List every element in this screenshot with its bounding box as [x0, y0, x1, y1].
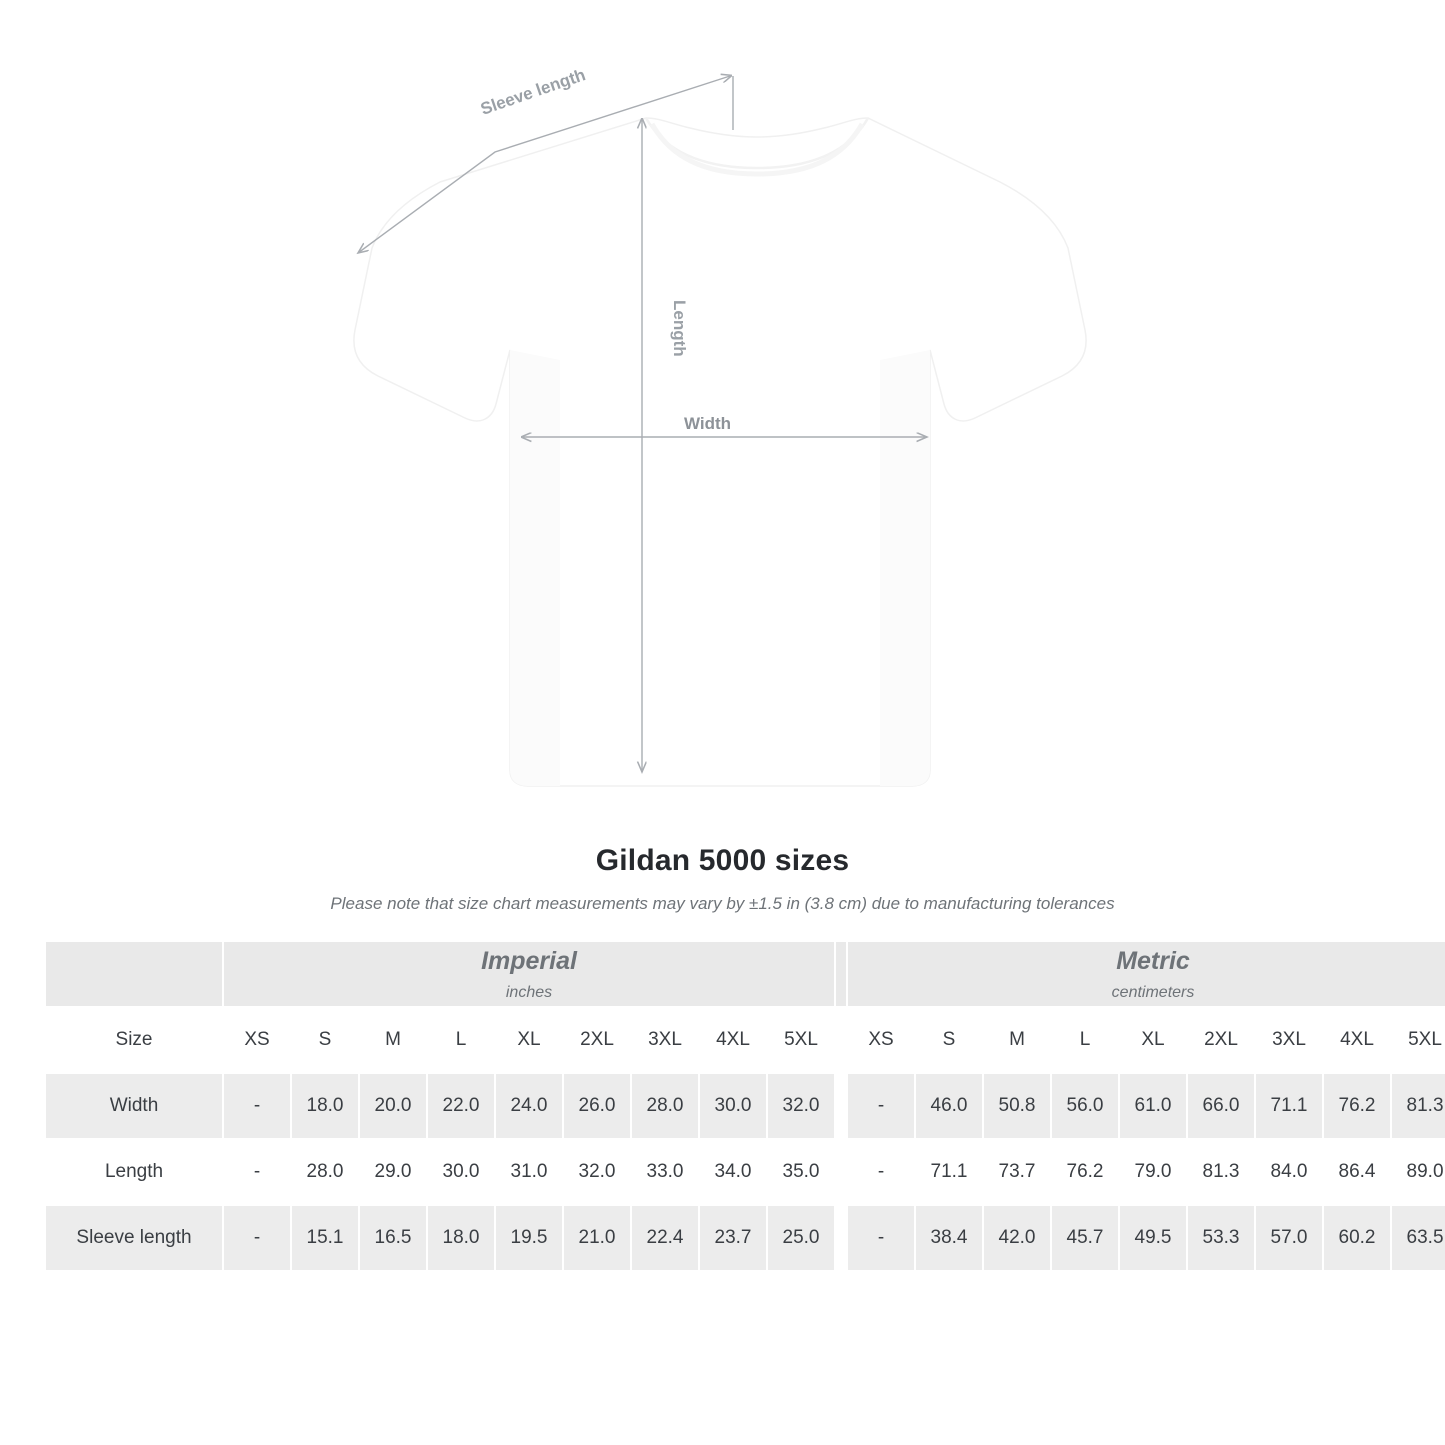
row-label-width: Width [46, 1074, 222, 1138]
cell-sleeve-metric-xl: 49.5 [1120, 1206, 1186, 1270]
page-title: Gildan 5000 sizes [595, 844, 850, 877]
sleeve-length-label: Sleeve length [478, 65, 588, 119]
header-imperial-m: M [360, 1008, 426, 1072]
header-metric-s: S [916, 1008, 982, 1072]
cell-sleeve-imperial-m: 16.5 [360, 1206, 426, 1270]
cell-length-metric-xs: - [848, 1140, 914, 1204]
cell-sleeve-imperial-5xl: 25.0 [768, 1206, 834, 1270]
cell-width-metric-2xl: 66.0 [1188, 1074, 1254, 1138]
width-label: Width [684, 414, 732, 433]
header-imperial-3xl: 3XL [632, 1008, 698, 1072]
cell-length-metric-3xl: 84.0 [1256, 1140, 1322, 1204]
cell-width-imperial-3xl: 28.0 [632, 1074, 698, 1138]
cell-sleeve-metric-3xl: 57.0 [1256, 1206, 1322, 1270]
header-metric-4xl: 4XL [1324, 1008, 1390, 1072]
cell-width-imperial-xl: 24.0 [496, 1074, 562, 1138]
cell-width-imperial-s: 18.0 [292, 1074, 358, 1138]
cell-width-imperial-l: 22.0 [428, 1074, 494, 1138]
row-gap [836, 1074, 846, 1138]
tshirt-shape [354, 118, 1086, 786]
table-row [46, 1074, 1445, 1138]
size-table [44, 940, 1445, 1272]
cell-length-imperial-l: 30.0 [428, 1140, 494, 1204]
cell-width-metric-s: 46.0 [916, 1074, 982, 1138]
unit-head-spacer [46, 942, 222, 1006]
cell-sleeve-metric-4xl: 60.2 [1324, 1206, 1390, 1270]
cell-width-metric-4xl: 76.2 [1324, 1074, 1390, 1138]
cell-width-metric-5xl: 81.3 [1392, 1074, 1445, 1138]
size-table-wrap [44, 940, 1444, 1272]
unit-imperial-name: Imperial [481, 946, 577, 975]
cell-sleeve-metric-l: 45.7 [1052, 1206, 1118, 1270]
row-label-sleeve-length: Sleeve length [46, 1206, 222, 1270]
header-metric-5xl: 5XL [1392, 1008, 1445, 1072]
cell-width-metric-m: 50.8 [984, 1074, 1050, 1138]
header-metric-2xl: 2XL [1188, 1008, 1254, 1072]
header-imperial-2xl: 2XL [564, 1008, 630, 1072]
cell-width-metric-3xl: 71.1 [1256, 1074, 1322, 1138]
row-gap [836, 1140, 846, 1204]
cell-sleeve-imperial-4xl: 23.7 [700, 1206, 766, 1270]
cell-length-imperial-5xl: 35.0 [768, 1140, 834, 1204]
cell-length-imperial-s: 28.0 [292, 1140, 358, 1204]
header-metric-xl: XL [1120, 1008, 1186, 1072]
header-imperial-4xl: 4XL [700, 1008, 766, 1072]
unit-header-row [46, 942, 1445, 1006]
cell-sleeve-metric-2xl: 53.3 [1188, 1206, 1254, 1270]
cell-length-metric-l: 76.2 [1052, 1140, 1118, 1204]
header-gap [836, 1008, 846, 1072]
cell-width-metric-l: 56.0 [1052, 1074, 1118, 1138]
cell-width-imperial-4xl: 30.0 [700, 1074, 766, 1138]
tolerance-note: Please note that size chart measurements may vary by ±1.5 in (3.8 cm) due to manufacturing tolerances [330, 894, 1115, 913]
header-imperial-xs: XS [224, 1008, 290, 1072]
cell-width-imperial-m: 20.0 [360, 1074, 426, 1138]
cell-width-imperial-5xl: 32.0 [768, 1074, 834, 1138]
column-header-size: Size [46, 1008, 222, 1072]
unit-metric-sub: centimeters [1111, 983, 1195, 1001]
cell-width-imperial-2xl: 26.0 [564, 1074, 630, 1138]
cell-length-imperial-3xl: 33.0 [632, 1140, 698, 1204]
cell-length-metric-5xl: 89.0 [1392, 1140, 1445, 1204]
cell-sleeve-metric-5xl: 63.5 [1392, 1206, 1445, 1270]
header-imperial-5xl: 5XL [768, 1008, 834, 1072]
cell-sleeve-metric-m: 42.0 [984, 1206, 1050, 1270]
row-label-length: Length [46, 1140, 222, 1204]
cell-sleeve-metric-s: 38.4 [916, 1206, 982, 1270]
cell-width-metric-xl: 61.0 [1120, 1074, 1186, 1138]
cell-length-metric-4xl: 86.4 [1324, 1140, 1390, 1204]
cell-width-imperial-xs: - [224, 1074, 290, 1138]
cell-sleeve-metric-xs: - [848, 1206, 914, 1270]
cell-length-imperial-xs: - [224, 1140, 290, 1204]
size-header-row [46, 1008, 1445, 1072]
unit-imperial-sub: inches [505, 983, 553, 1001]
unit-metric-name: Metric [1116, 946, 1190, 975]
cell-length-metric-2xl: 81.3 [1188, 1140, 1254, 1204]
header-metric-xs: XS [848, 1008, 914, 1072]
unit-head-metric [848, 942, 1445, 1006]
table-row [46, 1140, 1445, 1204]
cell-sleeve-imperial-xl: 19.5 [496, 1206, 562, 1270]
header-imperial-s: S [292, 1008, 358, 1072]
header-metric-m: M [984, 1008, 1050, 1072]
cell-length-imperial-2xl: 32.0 [564, 1140, 630, 1204]
header-imperial-l: L [428, 1008, 494, 1072]
cell-length-imperial-4xl: 34.0 [700, 1140, 766, 1204]
unit-head-gap [836, 942, 846, 1006]
cell-length-imperial-xl: 31.0 [496, 1140, 562, 1204]
cell-sleeve-imperial-2xl: 21.0 [564, 1206, 630, 1270]
cell-sleeve-imperial-xs: - [224, 1206, 290, 1270]
header-metric-3xl: 3XL [1256, 1008, 1322, 1072]
header-metric-l: L [1052, 1008, 1118, 1072]
cell-sleeve-imperial-s: 15.1 [292, 1206, 358, 1270]
title-block [0, 844, 1445, 914]
length-label: Length [670, 300, 689, 357]
table-row [46, 1206, 1445, 1270]
cell-length-metric-s: 71.1 [916, 1140, 982, 1204]
cell-length-metric-xl: 79.0 [1120, 1140, 1186, 1204]
cell-sleeve-imperial-l: 18.0 [428, 1206, 494, 1270]
cell-sleeve-imperial-3xl: 22.4 [632, 1206, 698, 1270]
row-gap [836, 1206, 846, 1270]
unit-head-imperial [224, 942, 834, 1006]
header-imperial-xl: XL [496, 1008, 562, 1072]
cell-length-imperial-m: 29.0 [360, 1140, 426, 1204]
cell-length-metric-m: 73.7 [984, 1140, 1050, 1204]
cell-width-metric-xs: - [848, 1074, 914, 1138]
